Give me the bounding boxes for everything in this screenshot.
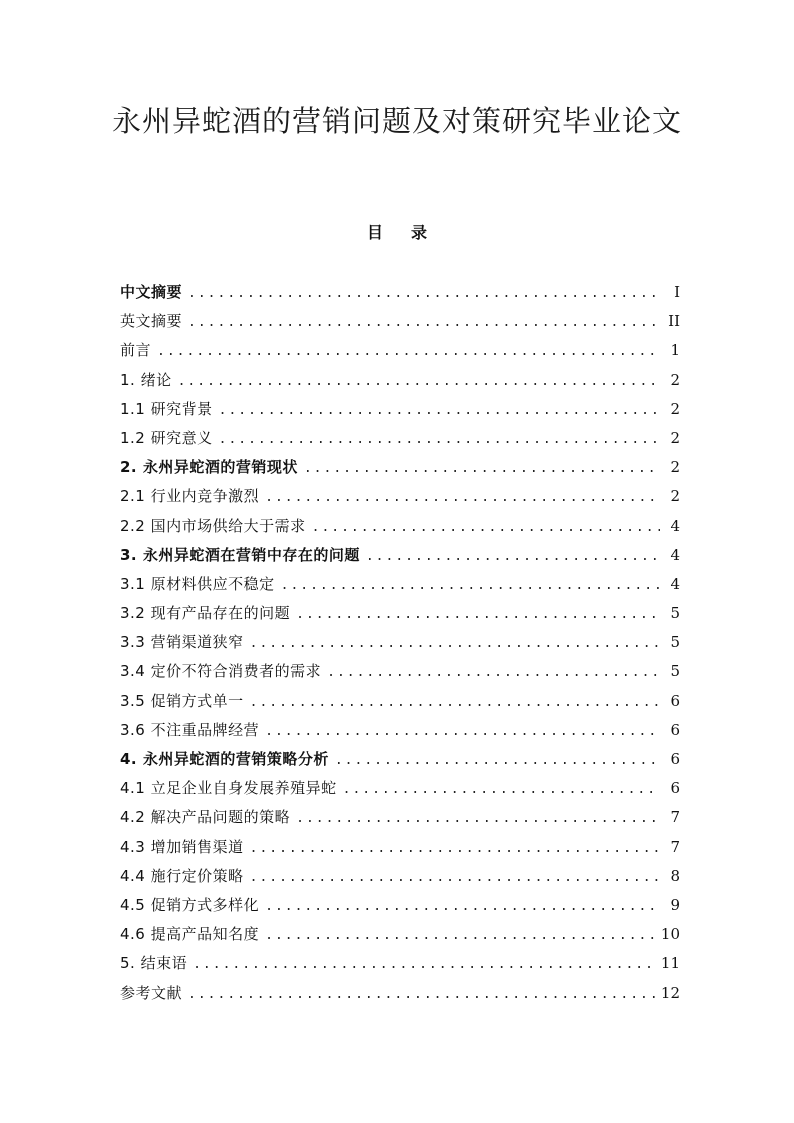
toc-dot-leader xyxy=(157,337,660,366)
toc-entry-page: 9 xyxy=(670,895,680,914)
toc-entry-page: 10 xyxy=(660,925,680,944)
toc-entry[interactable] xyxy=(120,979,680,1008)
toc-entry-label: 3.2 现有产品存在的问题 xyxy=(120,604,291,623)
toc-entry[interactable] xyxy=(120,482,680,511)
toc-dot-leader xyxy=(219,396,660,425)
toc-entry-label: 4.1 立足企业自身发展养殖异蛇 xyxy=(120,779,337,798)
toc-entry-page: 5 xyxy=(670,633,680,652)
toc-entry-page: 2 xyxy=(670,428,680,447)
toc-entry-label: 1. 绪论 xyxy=(120,370,172,389)
toc-entry[interactable] xyxy=(120,599,680,628)
toc-entry-page: 7 xyxy=(670,808,680,827)
toc-entry[interactable] xyxy=(120,774,680,803)
toc-entry[interactable] xyxy=(120,424,680,453)
toc-dot-leader xyxy=(250,863,660,892)
table-of-contents xyxy=(120,278,680,1008)
toc-dot-leader xyxy=(296,804,660,833)
toc-entry-page: 4 xyxy=(670,545,680,564)
toc-entry-label: 2.2 国内市场供给大于需求 xyxy=(120,516,306,535)
toc-dot-leader xyxy=(265,921,655,950)
toc-entry-label: 3.5 促销方式单一 xyxy=(120,691,244,710)
toc-dot-leader xyxy=(281,571,660,600)
toc-entry-label: 4.2 解决产品问题的策略 xyxy=(120,808,291,827)
toc-dot-leader xyxy=(178,367,660,396)
toc-entry[interactable] xyxy=(120,716,680,745)
toc-entry-page: II xyxy=(668,312,680,331)
toc-entry-label: 英文摘要 xyxy=(120,312,183,331)
toc-dot-leader xyxy=(188,980,655,1009)
toc-entry[interactable] xyxy=(120,395,680,424)
toc-entry[interactable] xyxy=(120,803,680,832)
toc-entry-label: 3.4 定价不符合消费者的需求 xyxy=(120,662,322,681)
toc-entry-page: 2 xyxy=(670,487,680,506)
toc-dot-leader xyxy=(250,688,660,717)
toc-entry-page: 1 xyxy=(670,341,680,360)
toc-dot-leader xyxy=(219,425,660,454)
toc-entry-page: 8 xyxy=(670,866,680,885)
toc-entry[interactable] xyxy=(120,687,680,716)
toc-entry-label: 4. 永州异蛇酒的营销策略分析 xyxy=(120,750,329,768)
toc-dot-leader xyxy=(343,775,660,804)
toc-entry-page: 4 xyxy=(670,516,680,535)
toc-entry-page: 12 xyxy=(660,983,680,1002)
toc-entry[interactable] xyxy=(120,949,680,978)
toc-entry[interactable] xyxy=(120,366,680,395)
toc-entry-label: 4.6 提高产品知名度 xyxy=(120,925,260,944)
toc-entry-label: 5. 结束语 xyxy=(120,954,188,973)
toc-dot-leader xyxy=(335,746,660,775)
toc-entry-label: 4.4 施行定价策略 xyxy=(120,866,244,885)
toc-entry-label: 2.1 行业内竞争激烈 xyxy=(120,487,260,506)
toc-dot-leader xyxy=(250,834,660,863)
toc-dot-leader xyxy=(304,454,660,483)
toc-entry-page: 5 xyxy=(670,662,680,681)
toc-entry-page: 2 xyxy=(670,399,680,418)
toc-entry-page: 7 xyxy=(670,837,680,856)
toc-entry[interactable] xyxy=(120,512,680,541)
toc-dot-leader xyxy=(250,629,660,658)
toc-entry-label: 3. 永州异蛇酒在营销中存在的问题 xyxy=(120,545,360,564)
toc-dot-leader xyxy=(188,279,660,308)
toc-dot-leader xyxy=(296,600,660,629)
toc-dot-leader xyxy=(265,892,660,921)
toc-dot-leader xyxy=(312,513,660,542)
toc-entry[interactable] xyxy=(120,453,680,482)
toc-entry[interactable] xyxy=(120,307,680,336)
toc-dot-leader xyxy=(188,308,660,337)
toc-entry-label: 4.5 促销方式多样化 xyxy=(120,895,260,914)
toc-entry-label: 参考文献 xyxy=(120,983,183,1002)
toc-entry-label: 3.6 不注重品牌经营 xyxy=(120,720,260,739)
toc-entry-label: 中文摘要 xyxy=(120,283,183,301)
toc-dot-leader xyxy=(193,950,655,979)
toc-entry-page: I xyxy=(674,283,680,301)
toc-entry[interactable] xyxy=(120,336,680,365)
toc-entry[interactable] xyxy=(120,541,680,570)
toc-entry[interactable] xyxy=(120,891,680,920)
toc-entry-label: 1.2 研究意义 xyxy=(120,428,213,447)
toc-dot-leader xyxy=(366,542,660,571)
toc-entry-page: 4 xyxy=(670,574,680,593)
toc-dot-leader xyxy=(265,483,660,512)
toc-entry-page: 2 xyxy=(670,458,680,477)
toc-entry-label: 4.3 增加销售渠道 xyxy=(120,837,244,856)
toc-entry-page: 11 xyxy=(660,954,680,973)
toc-entry-page: 2 xyxy=(670,370,680,389)
toc-dot-leader xyxy=(265,717,660,746)
toc-entry[interactable] xyxy=(120,833,680,862)
toc-entry[interactable] xyxy=(120,570,680,599)
toc-entry-page: 6 xyxy=(670,779,680,798)
toc-entry[interactable] xyxy=(120,745,680,774)
toc-entry[interactable] xyxy=(120,920,680,949)
toc-entry[interactable] xyxy=(120,278,680,307)
toc-entry-label: 前言 xyxy=(120,341,152,360)
toc-entry-page: 5 xyxy=(670,604,680,623)
document-title: 永州异蛇酒的营销问题及对策研究毕业论文 xyxy=(111,104,682,138)
toc-entry[interactable] xyxy=(120,657,680,686)
toc-entry[interactable] xyxy=(120,628,680,657)
toc-heading: 目录 xyxy=(366,223,455,242)
toc-entry-label: 3.1 原材料供应不稳定 xyxy=(120,574,275,593)
toc-entry-page: 6 xyxy=(670,720,680,739)
toc-entry-page: 6 xyxy=(670,750,680,768)
toc-entry-label: 3.3 营销渠道狭窄 xyxy=(120,633,244,652)
toc-entry[interactable] xyxy=(120,862,680,891)
toc-entry-page: 6 xyxy=(670,691,680,710)
toc-dot-leader xyxy=(327,658,660,687)
toc-entry-label: 2. 永州异蛇酒的营销现状 xyxy=(120,458,298,477)
toc-entry-label: 1.1 研究背景 xyxy=(120,399,213,418)
